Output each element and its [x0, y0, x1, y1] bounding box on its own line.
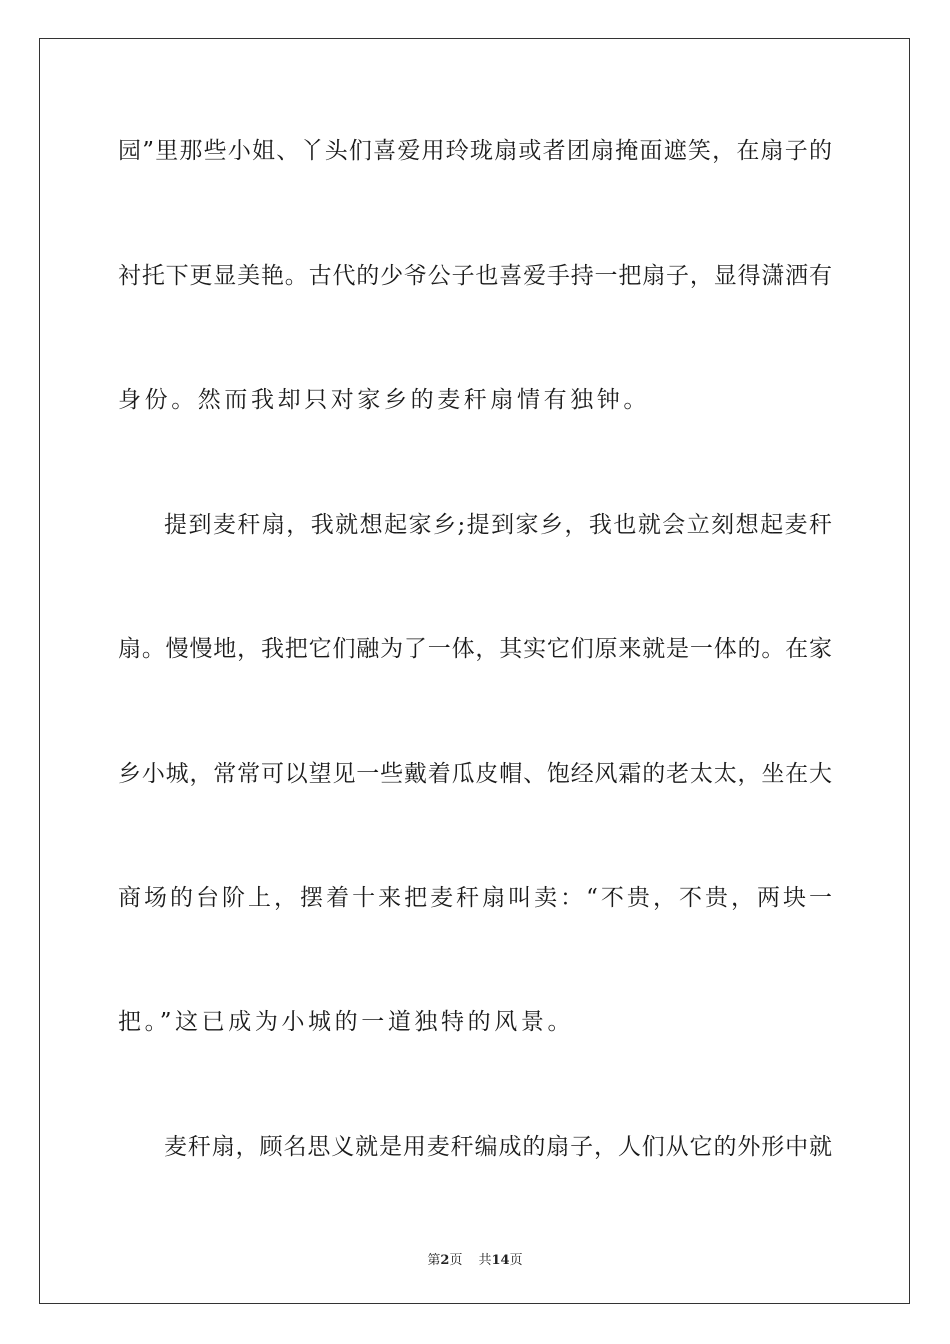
footer-page-prefix: 第: [427, 1253, 441, 1268]
footer-page-suffix: 页: [449, 1253, 463, 1268]
body-text-line: 园”里那些小姐、丫头们喜爱用玲珑扇或者团扇掩面遮笑，在扇子的: [118, 138, 832, 164]
body-text-line: 扇。慢慢地，我把它们融为了一体，其实它们原来就是一体的。在家: [118, 636, 832, 662]
body-text-line: 商场的台阶上，摆着十来把麦秆扇叫卖：“不贵，不贵，两块一: [118, 885, 832, 911]
footer-page-number: 2: [440, 1253, 450, 1268]
body-text-line: 把。”这已成为小城的一道独特的风景。: [118, 1009, 575, 1035]
paragraph-first-line: 麦秆扇，顾名思义就是用麦秆编成的扇子，人们从它的外形中就: [164, 1134, 832, 1160]
footer-total-prefix: 共: [478, 1253, 492, 1268]
paragraph-first-line: 提到麦秆扇，我就想起家乡;提到家乡，我也就会立刻想起麦秆: [164, 512, 832, 538]
body-text-line: 乡小城，常常可以望见一些戴着瓜皮帽、饱经风霜的老太太，坐在大: [118, 761, 832, 787]
body-text-line: 衬托下更显美艳。古代的少爷公子也喜爱手持一把扇子，显得潇洒有: [118, 263, 832, 289]
page-footer: [0, 1249, 950, 1268]
page-frame: [39, 38, 910, 1304]
body-text-line: 身份。然而我却只对家乡的麦秆扇情有独钟。: [118, 387, 650, 413]
footer-total-suffix: 页: [509, 1253, 523, 1268]
footer-total-number: 14: [491, 1253, 510, 1268]
